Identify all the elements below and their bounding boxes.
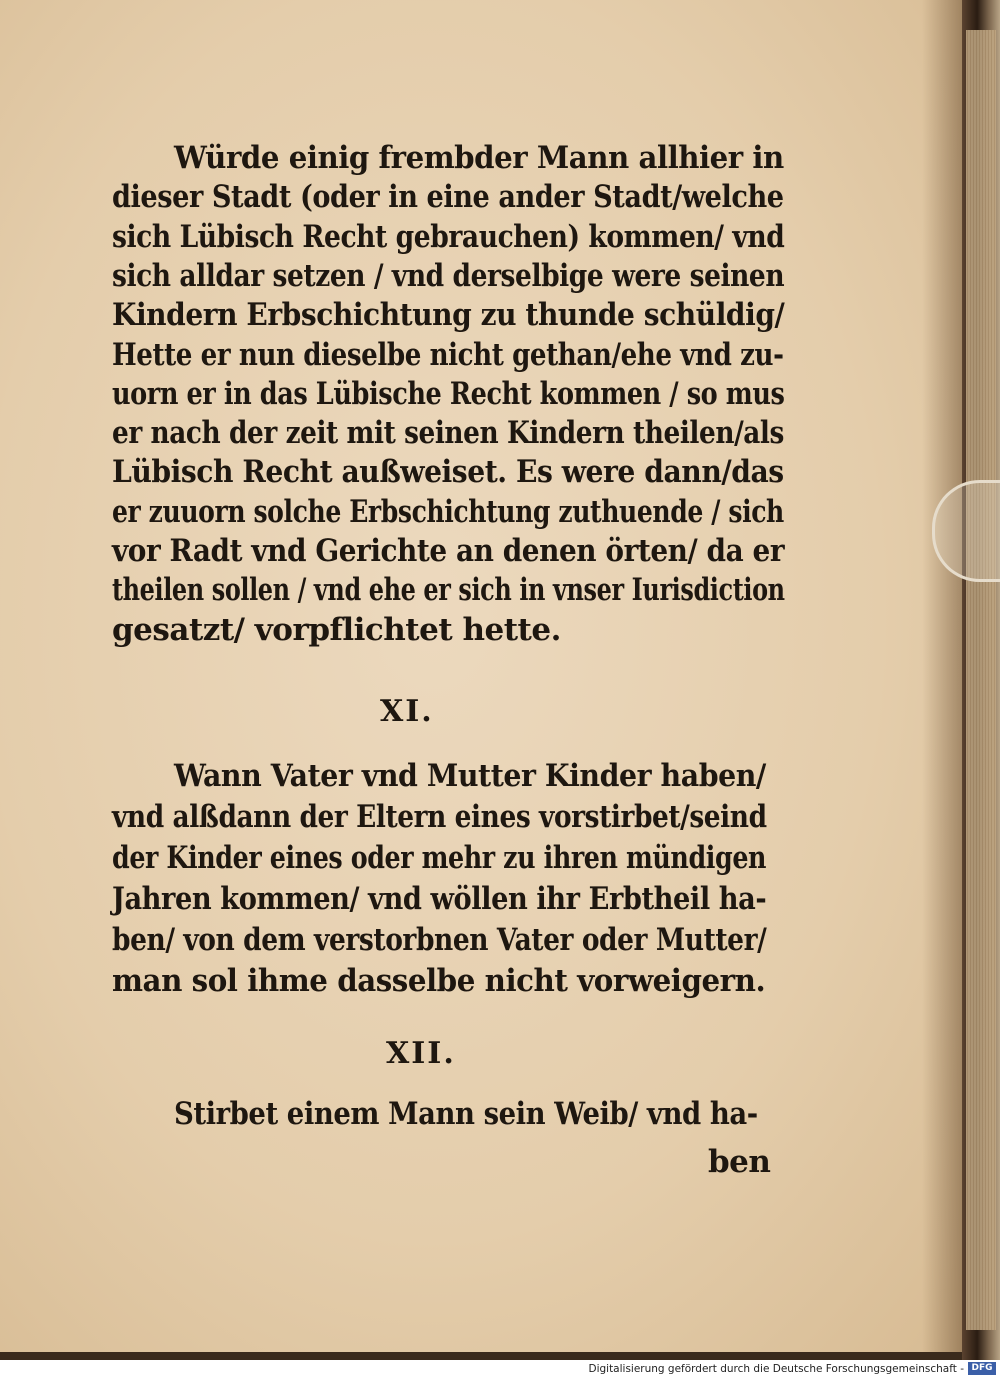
text-line: theilen sollen / vnd ehe er sich in vnser Iurisdiction <box>112 572 785 609</box>
text-line: dieser Stadt (oder in eine ander Stadt/welche <box>112 179 784 216</box>
section-heading-xii: XII. <box>386 1036 456 1071</box>
text-line: sich Lübisch Recht gebrauchen) kommen/ vnd <box>112 218 785 255</box>
text-line: Stirbet einem Mann sein Weib/ vnd ha- <box>174 1096 758 1132</box>
funding-credit: Digitalisierung gefördert durch die Deutsche Forschungsgemeinschaft - <box>588 1363 964 1375</box>
text-line: man sol ihme dasselbe nicht vorweigern. <box>112 963 766 999</box>
text-line: gesatzt/ vorpflichtet hette. <box>112 611 561 648</box>
text-line: ben/ von dem verstorbnen Vater oder Mutter/ <box>112 922 767 958</box>
dfg-logo-icon: DFG <box>968 1362 996 1375</box>
text-line: sich alldar setzen / vnd derselbige were seinen <box>112 257 785 294</box>
text-line: Hette er nun dieselbe nicht gethan/ehe vnd zu- <box>112 336 784 373</box>
text-line: Wann Vater vnd Mutter Kinder haben/ <box>174 758 766 794</box>
page-edges <box>966 30 996 1330</box>
footer <box>0 1360 1000 1378</box>
text-line: Kindern Erbschichtung zu thunde schüldig/ <box>112 297 785 334</box>
text-line: uorn er in das Lübische Recht kommen / so mus <box>112 375 785 412</box>
text-line: er nach der zeit mit seinen Kindern theilen/als <box>112 415 784 452</box>
text-line: er zuuorn solche Erbschichtung zuthuende / sich <box>112 493 784 530</box>
catchword: ben <box>708 1144 771 1180</box>
section-heading-xi: XI. <box>380 694 434 729</box>
text-line: Lübisch Recht außweiset. Es were dann/das <box>112 454 784 491</box>
text-line: vor Radt vnd Gerichte an denen örten/ da er <box>112 533 785 569</box>
text-line: Würde einig frembder Mann allhier in <box>174 140 784 176</box>
text-line: vnd alßdann der Eltern eines vorstirbet/seind <box>112 799 767 835</box>
text-line: der Kinder eines oder mehr zu ihren mündigen <box>112 840 767 876</box>
text-line: Jahren kommen/ vnd wöllen ihr Erbtheil ha- <box>112 881 767 917</box>
